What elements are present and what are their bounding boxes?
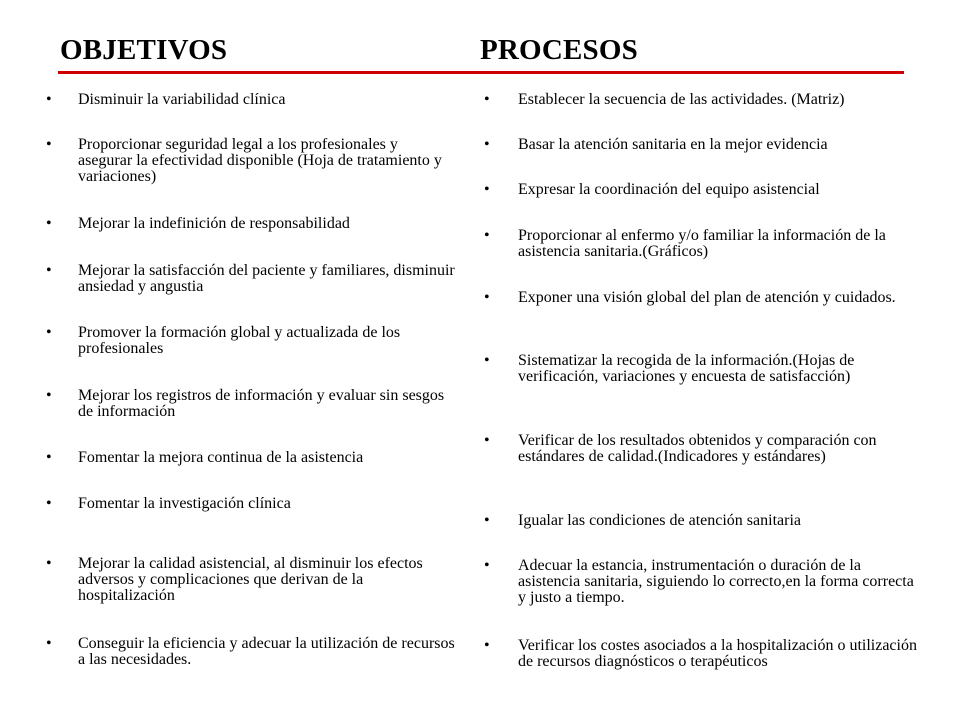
objetivos-item (46, 325, 456, 357)
procesos-item-text: Verificar de los resultados obtenidos y comparación con estándares de calidad.(Indicadores y estándares) (518, 432, 877, 465)
procesos-item-text: Verificar los costes asociados a la hospitalización o utilización de recursos diagnósticos o terapéuticos (518, 637, 917, 670)
procesos-item (484, 228, 924, 260)
bullet-icon: • (484, 557, 490, 574)
bullet-icon: • (484, 432, 490, 449)
bullet-icon: • (46, 449, 52, 466)
procesos-item (484, 290, 924, 306)
bullet-icon: • (484, 289, 490, 306)
objetivos-item (46, 496, 456, 512)
procesos-item-text: Igualar las condiciones de atención sanitaria (518, 512, 801, 529)
objetivos-item (46, 92, 456, 108)
procesos-item (484, 353, 924, 385)
procesos-item-text: Establecer la secuencia de las actividades. (Matriz) (518, 91, 845, 108)
bullet-icon: • (46, 215, 52, 232)
objetivos-item-text: Fomentar la investigación clínica (78, 495, 291, 512)
procesos-item-text: Basar la atención sanitaria en la mejor evidencia (518, 136, 828, 153)
objetivos-item-text: Proporcionar seguridad legal a los profesionales y asegurar la efectividad disponible (Hoja de tratamiento y variaciones) (78, 136, 442, 185)
bullet-icon: • (46, 555, 52, 572)
procesos-item (484, 638, 924, 670)
header-divider (58, 71, 904, 74)
objetivos-item (46, 216, 456, 232)
procesos-heading: PROCESOS (480, 34, 638, 66)
procesos-item (484, 92, 924, 108)
bullet-icon: • (46, 262, 52, 279)
objetivos-item-text: Conseguir la eficiencia y adecuar la utilización de recursos a las necesidades. (78, 635, 455, 668)
bullet-icon: • (46, 495, 52, 512)
procesos-item (484, 182, 924, 198)
bullet-icon: • (46, 91, 52, 108)
bullet-icon: • (46, 136, 52, 153)
objetivos-item (46, 388, 456, 420)
objetivos-heading: OBJETIVOS (60, 34, 228, 66)
objetivos-item-text: Mejorar la calidad asistencial, al disminuir los efectos adversos y complicaciones que derivan de la hospitalización (78, 555, 423, 604)
objetivos-item-text: Mejorar los registros de información y evaluar sin sesgos de información (78, 387, 445, 420)
procesos-item-text: Expresar la coordinación del equipo asistencial (518, 181, 820, 198)
bullet-icon: • (484, 181, 490, 198)
bullet-icon: • (484, 512, 490, 529)
objetivos-item (46, 450, 456, 466)
procesos-item (484, 137, 924, 153)
bullet-icon: • (46, 387, 52, 404)
objetivos-item-text: Disminuir la variabilidad clínica (78, 91, 286, 108)
procesos-item (484, 433, 924, 465)
objetivos-item-text: Mejorar la satisfacción del paciente y familiares, disminuir ansiedad y angustia (78, 262, 455, 295)
bullet-icon: • (484, 227, 490, 244)
objetivos-item (46, 263, 456, 295)
objetivos-item (46, 137, 456, 185)
objetivos-item (46, 636, 456, 668)
bullet-icon: • (46, 635, 52, 652)
bullet-icon: • (484, 136, 490, 153)
bullet-icon: • (46, 324, 52, 341)
objetivos-item (46, 556, 456, 604)
procesos-item-text: Sistematizar la recogida de la información.(Hojas de verificación, variaciones y encuesta de satisfacción) (518, 352, 855, 385)
procesos-item (484, 558, 924, 606)
objetivos-item-text: Mejorar la indefinición de responsabilidad (78, 215, 350, 232)
procesos-item (484, 513, 924, 529)
objetivos-item-text: Fomentar la mejora continua de la asistencia (78, 449, 364, 466)
bullet-icon: • (484, 352, 490, 369)
procesos-item-text: Exponer una visión global del plan de atención y cuidados. (518, 289, 896, 306)
procesos-item-text: Adecuar la estancia, instrumentación o duración de la asistencia sanitaria, siguiendo lo correcto,en la forma correcta y justo a tiempo. (518, 557, 914, 606)
procesos-item-text: Proporcionar al enfermo y/o familiar la información de la asistencia sanitaria.(Gráficos) (518, 227, 886, 260)
objetivos-item-text: Promover la formación global y actualizada de los profesionales (78, 324, 401, 357)
bullet-icon: • (484, 637, 490, 654)
bullet-icon: • (484, 91, 490, 108)
